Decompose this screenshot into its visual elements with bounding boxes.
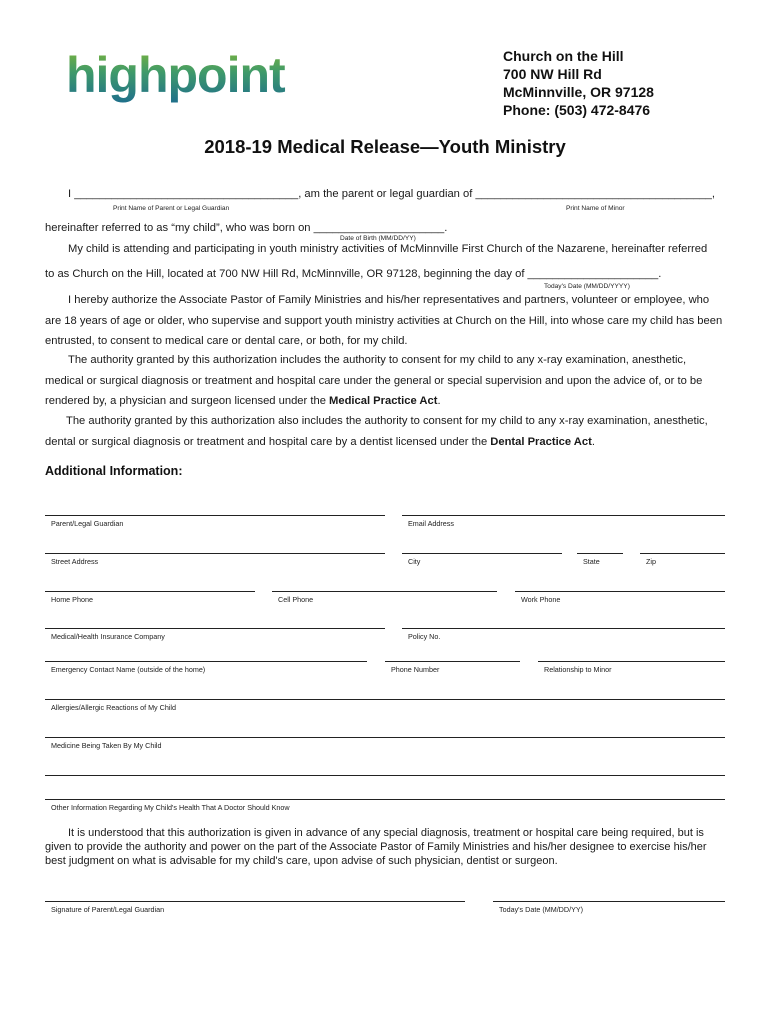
allergies-field[interactable]: [45, 699, 725, 712]
dob-label: Date of Birth (MM/DD/YY): [340, 235, 416, 242]
insurance-company-field[interactable]: [45, 628, 385, 641]
emergency-contact-label: Emergency Contact Name (outside of the home): [51, 665, 206, 674]
medical-authority-end: .: [437, 395, 441, 407]
city-label: City: [408, 557, 421, 566]
other-info-field[interactable]: [45, 799, 725, 812]
policy-number-field[interactable]: [402, 628, 725, 641]
dental-authority-text: The authority granted by this authorization also includes the authority to consent for my child to any x-ray examination, anesthetic, dental or surgical diagnosis or treatment and hospital care by a dentist licensed under the: [45, 415, 708, 448]
additional-info-heading: Additional Information:: [45, 464, 183, 478]
intro-line-3: My child is attending and participating in youth ministry activities of McMinnville First Church of the Nazarene, hereinafter referred: [68, 243, 708, 255]
emergency-phone-field[interactable]: [385, 661, 520, 674]
other-info-label: Other Information Regarding My Child's Health That A Doctor Should Know: [51, 803, 290, 812]
medicine-field[interactable]: [45, 737, 725, 750]
cell-phone-label: Cell Phone: [278, 595, 314, 604]
relationship-field[interactable]: [538, 661, 725, 674]
logo-wordmark: highpoint: [66, 50, 285, 103]
highpoint-logo: [66, 50, 306, 114]
intro-line-4: to as Church on the Hill, located at 700 NW Hill Rd, McMinnville, OR 97128, beginning the day of _____________________.: [45, 268, 662, 280]
cell-phone-field[interactable]: [272, 591, 497, 604]
page-title: 2018-19 Medical Release—Youth Ministry: [204, 136, 566, 157]
state-field[interactable]: [577, 553, 623, 566]
street-address-label: Street Address: [51, 557, 99, 566]
email-label: Email Address: [408, 519, 454, 528]
medical-authority-text: The authority granted by this authorization includes the authority to consent for my child to any x-ray examination, anesthetic, medical or surgical diagnosis or treatment and hospital care under the general or special supervision and upon the advice of, or to be rendered by, a physician and surgeon licensed under the: [45, 354, 703, 407]
zip-label: Zip: [646, 557, 656, 566]
address-line-3: McMinnville, OR 97128: [503, 84, 654, 100]
intro-line-1: I ____________________________________, am the parent or legal guardian of ______________________________________,: [68, 188, 715, 200]
today-date-label: Today's Date (MM/DD/YYYY): [544, 283, 630, 290]
medicine-label: Medicine Being Taken By My Child: [51, 741, 162, 750]
parent-guardian-label: Parent/Legal Guardian: [51, 519, 124, 528]
address-line-4: Phone: (503) 472-8476: [503, 102, 651, 118]
work-phone-field[interactable]: [515, 591, 725, 604]
state-label: State: [583, 557, 600, 566]
signature-date-label: Today's Date (MM/DD/YY): [499, 905, 584, 914]
allergies-label: Allergies/Allergic Reactions of My Child: [51, 703, 177, 712]
city-field[interactable]: [402, 553, 562, 566]
address-line-1: Church on the Hill: [503, 48, 624, 64]
home-phone-label: Home Phone: [51, 595, 93, 604]
zip-field[interactable]: [640, 553, 725, 566]
medical-authority-paragraph: [45, 350, 727, 412]
parent-name-label: Print Name of Parent or Legal Guardian: [113, 205, 230, 212]
intro-line-2: hereinafter referred to as “my child”, who was born on _____________________.: [45, 222, 448, 234]
emergency-phone-label: Phone Number: [391, 665, 440, 674]
home-phone-field[interactable]: [45, 591, 255, 604]
authorization-paragraph: I hereby authorize the Associate Pastor of Family Ministries and his/her representatives and partners, volunteer or employee, who are 18 years of age or older, who supervise and support youth ministry activities at Church on the Hill, into whose care my child has been entrusted, to consent to medical care or dental care, or both, for my child.: [45, 294, 723, 347]
signature-field[interactable]: [45, 901, 465, 914]
relationship-label: Relationship to Minor: [544, 665, 612, 674]
other-info-line[interactable]: [45, 775, 725, 776]
highpoint-logo-art: [66, 50, 306, 114]
minor-name-label: Print Name of Minor: [566, 205, 625, 212]
signature-date-field[interactable]: [493, 901, 725, 914]
dental-practice-act: Dental Practice Act: [490, 435, 592, 448]
address-line-2: 700 NW Hill Rd: [503, 66, 602, 82]
medical-practice-act: Medical Practice Act: [329, 395, 438, 407]
dental-authority-end: .: [591, 435, 595, 448]
dental-authority-paragraph: [45, 411, 727, 452]
policy-number-label: Policy No.: [408, 632, 441, 641]
work-phone-label: Work Phone: [521, 595, 561, 604]
closing-paragraph: It is understood that this authorization is given in advance of any special diagnosis, treatment or hospital care being required, but is given to provide the authority and power on the part of the Associate Pastor of Family Ministries and his/her designee to exercise his/her best judgment on what is advisable for my child's care, upon advise of such physician, dentist or surgeon.: [45, 827, 707, 867]
church-address: [503, 47, 654, 119]
parent-guardian-field[interactable]: [45, 515, 385, 528]
email-field[interactable]: [402, 515, 725, 528]
insurance-company-label: Medical/Health Insurance Company: [51, 632, 165, 641]
emergency-contact-field[interactable]: [45, 661, 367, 674]
street-address-field[interactable]: [45, 553, 385, 566]
signature-label: Signature of Parent/Legal Guardian: [51, 905, 165, 914]
